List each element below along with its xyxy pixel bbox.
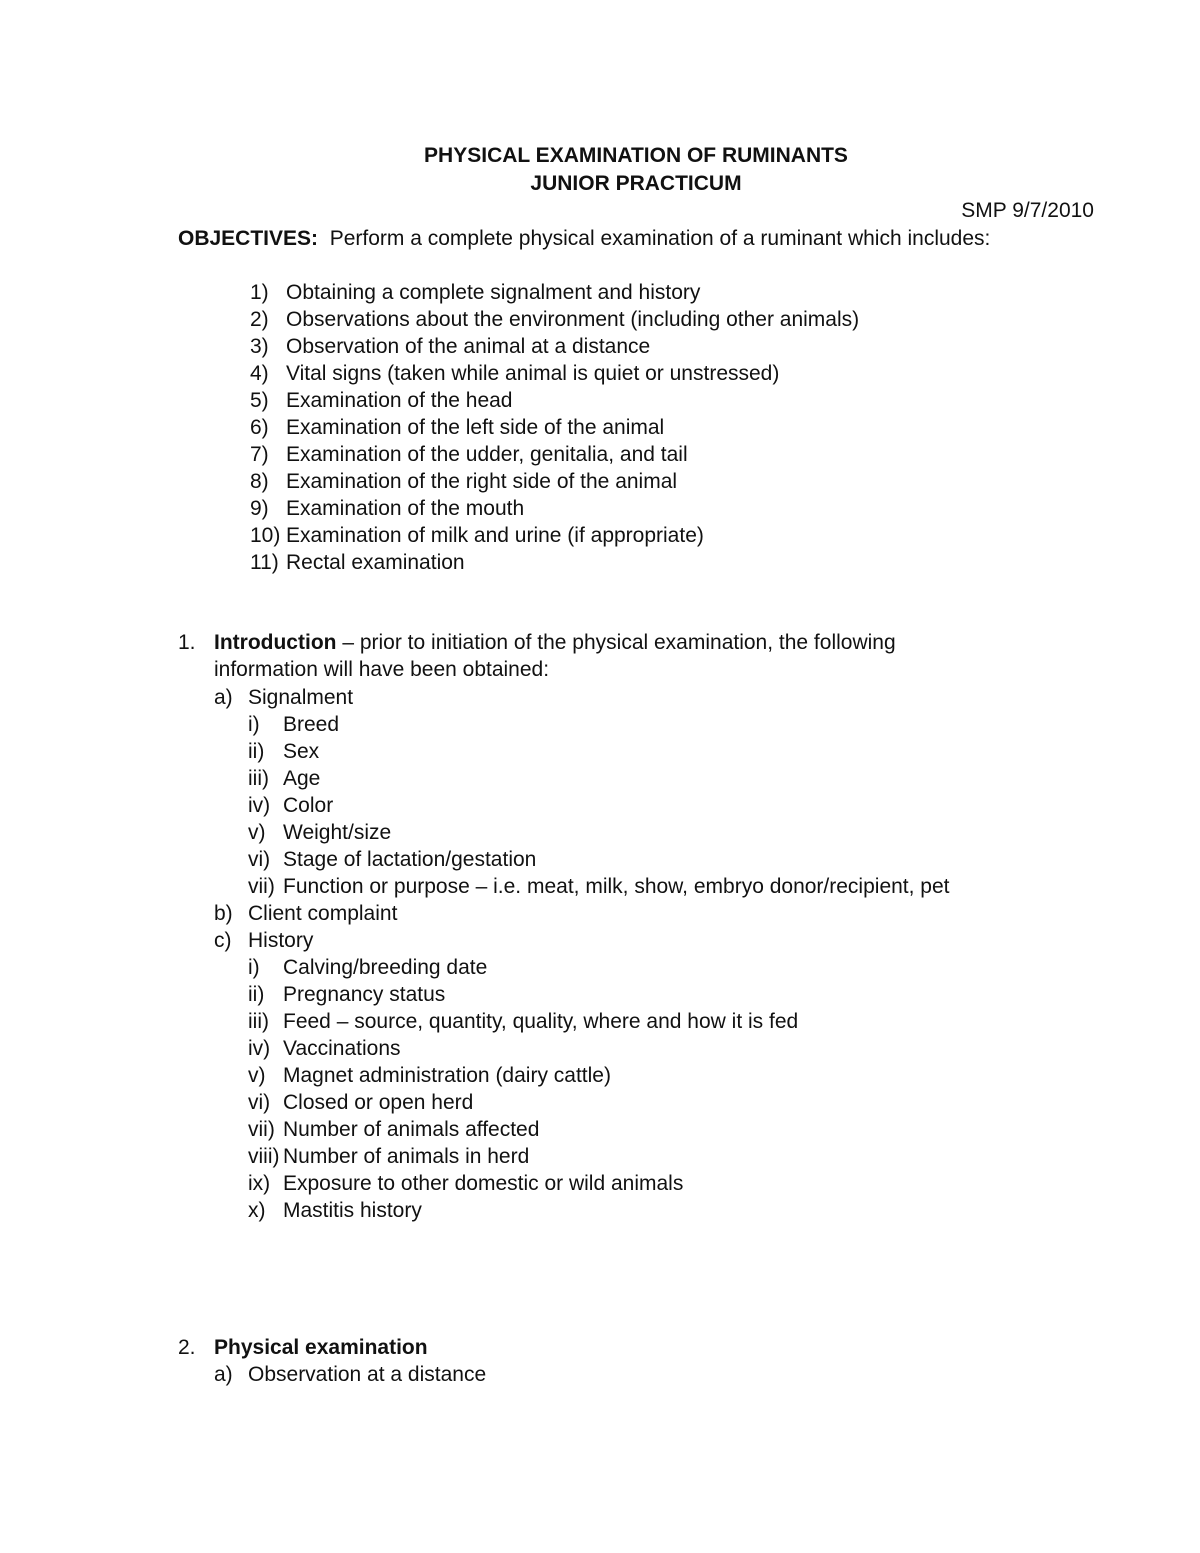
objectives-label: OBJECTIVES: [178, 227, 319, 250]
objective-item-number: 10) [250, 524, 281, 547]
history-number: c) [214, 929, 232, 952]
history-item-text: Magnet administration (dairy cattle) [283, 1064, 611, 1087]
history-item-number: i) [248, 956, 260, 979]
objective-item-text: Observation of the animal at a distance [286, 335, 651, 358]
objective-item-number: 1) [250, 281, 269, 304]
objective-item-number: 2) [250, 308, 269, 331]
signalment-item-text: Stage of lactation/gestation [283, 848, 537, 871]
signalment-item-number: vi) [248, 848, 271, 871]
history-item-text: Number of animals in herd [283, 1145, 530, 1168]
history-item-number: ix) [248, 1172, 271, 1195]
client-complaint-label: Client complaint [248, 902, 398, 925]
signalment-item-number: v) [248, 821, 266, 844]
client-complaint-number: b) [214, 902, 233, 925]
objective-item-number: 7) [250, 443, 269, 466]
history-item-text: Mastitis history [283, 1199, 422, 1222]
objective-item-text: Rectal examination [286, 551, 465, 574]
objective-item-text: Vital signs (taken while animal is quiet or unstressed) [286, 362, 780, 385]
section2-number: 2. [178, 1336, 196, 1359]
history-item-text: Closed or open herd [283, 1091, 474, 1114]
objective-item-text: Examination of the head [286, 389, 513, 412]
objective-item-number: 4) [250, 362, 269, 385]
objective-item-text: Examination of milk and urine (if appropriate) [286, 524, 704, 547]
objective-item-text: Examination of the right side of the animal [286, 470, 678, 493]
history-label: History [248, 929, 314, 952]
history-item-number: x) [248, 1199, 266, 1222]
history-item-text: Pregnancy status [283, 983, 446, 1006]
signalment-item-number: i) [248, 713, 260, 736]
section1-number: 1. [178, 631, 196, 654]
objectives-line [178, 228, 990, 249]
signalment-item-text: Color [283, 794, 334, 817]
objective-item-number: 6) [250, 416, 269, 439]
section1-text-line1: – prior to initiation of the physical examination, the following [342, 631, 896, 654]
signalment-item-number: ii) [248, 740, 265, 763]
signalment-number: a) [214, 686, 233, 709]
objective-item-text: Examination of the udder, genitalia, and tail [286, 443, 688, 466]
signalment-item-text: Age [283, 767, 321, 790]
history-item-number: ii) [248, 983, 265, 1006]
signalment-label: Signalment [248, 686, 354, 709]
signalment-item-text: Weight/size [283, 821, 392, 844]
signalment-item-number: iv) [248, 794, 271, 817]
objective-item-number: 3) [250, 335, 269, 358]
section1-first-line [214, 632, 896, 653]
objective-item-text: Examination of the mouth [286, 497, 525, 520]
history-item-text: Calving/breeding date [283, 956, 488, 979]
objectives-text: Perform a complete physical examination of a ruminant which includes: [329, 227, 991, 250]
signalment-item-number: iii) [248, 767, 269, 790]
objective-item-text: Examination of the left side of the animal [286, 416, 665, 439]
observation-distance-label: Observation at a distance [248, 1363, 487, 1386]
history-item-number: vi) [248, 1091, 271, 1114]
objective-item-number: 8) [250, 470, 269, 493]
document-subtitle: JUNIOR PRACTICUM [530, 172, 742, 195]
history-item-number: iv) [248, 1037, 271, 1060]
signalment-item-text: Breed [283, 713, 340, 736]
observation-distance-number: a) [214, 1363, 233, 1386]
history-item-text: Number of animals affected [283, 1118, 540, 1141]
history-item-number: iii) [248, 1010, 269, 1033]
history-item-number: vii) [248, 1118, 275, 1141]
history-item-text: Vaccinations [283, 1037, 401, 1060]
section1-heading: Introduction [214, 631, 337, 654]
objective-item-text: Obtaining a complete signalment and history [286, 281, 701, 304]
objective-item-number: 11) [250, 551, 279, 574]
document-title: PHYSICAL EXAMINATION OF RUMINANTS [424, 144, 848, 167]
objective-item-text: Observations about the environment (including other animals) [286, 308, 860, 331]
history-item-number: viii) [248, 1145, 280, 1168]
history-item-number: v) [248, 1064, 266, 1087]
objective-item-number: 5) [250, 389, 269, 412]
objective-item-number: 9) [250, 497, 269, 520]
history-item-text: Feed – source, quantity, quality, where and how it is fed [283, 1010, 799, 1033]
section2-heading: Physical examination [214, 1336, 428, 1359]
signalment-item-number: vii) [248, 875, 275, 898]
signalment-item-text: Function or purpose – i.e. meat, milk, show, embryo donor/recipient, pet [283, 875, 950, 898]
section1-text-line2: information will have been obtained: [214, 658, 550, 681]
history-item-text: Exposure to other domestic or wild animals [283, 1172, 684, 1195]
signalment-item-text: Sex [283, 740, 320, 763]
author-date: SMP 9/7/2010 [961, 199, 1094, 222]
